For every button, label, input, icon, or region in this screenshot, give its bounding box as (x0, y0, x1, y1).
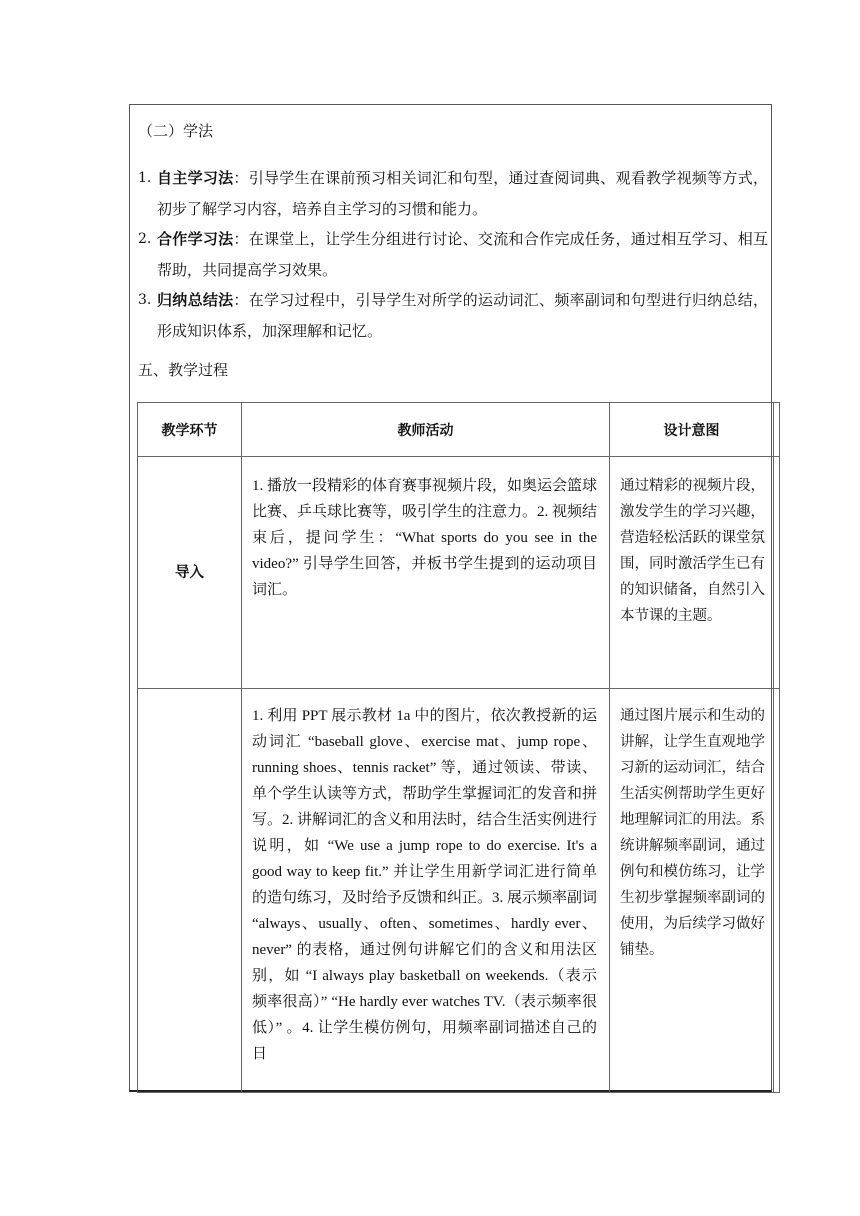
list-item (138, 285, 768, 347)
intent-cell: 通过精彩的视频片段，激发学生的学习兴趣，营造轻松活跃的课堂氛围，同时激活学生已有的知识储备，自然引入本节课的主题。 (610, 457, 774, 689)
section-title-methods: （二）学法 (138, 122, 214, 140)
item-number: 3. (138, 292, 152, 308)
item-text: ：引导学生在课前预习相关词汇和句型，通过查阅词典、观看教学视频等方式，初步了解学习内容，培养自主学习的习惯和能力。 (157, 169, 768, 218)
header-activity: 教师活动 (242, 403, 610, 457)
item-term: 合作学习法 (157, 230, 234, 248)
teaching-process-table (137, 402, 780, 1093)
item-term: 归纳总结法 (157, 291, 234, 309)
item-text: ：在课堂上，让学生分组进行讨论、交流和合作完成任务，通过相互学习、相互帮助，共同提高学习效果。 (157, 230, 768, 279)
table-edge-cell (774, 457, 780, 689)
list-item (138, 163, 768, 225)
item-term: 自主学习法 (157, 169, 234, 187)
table-header-row (138, 403, 780, 457)
activity-cell: 1. 利用 PPT 展示教材 1a 中的图片，依次教授新的运动词汇 “baseball glove、exercise mat、jump rope、running shoes、tennis racket” 等，通过领读、带读、单个学生认读等方式，帮助学生掌握词汇的发音和拼写。2. 讲解词汇的含义和用法时，结合生活实例进行说明，如 “We use a jump rope to do exercise. It's a good way to keep fit.” 并让学生用新学词汇进行简单的造句练习，及时给予反馈和纠正。3. 展示频率副词 “always、usually、often、sometimes、hardly ever、never” 的表格，通过例句讲解它们的含义和用法区别，如 “I always play basketball on weekends.（表示频率很高）” “He hardly ever watches TV.（表示频率很低）” 。4. 让学生模仿例句，用频率副词描述自己的日 (242, 689, 610, 1093)
table-row (138, 457, 780, 689)
header-intent: 设计意图 (610, 403, 774, 457)
section-title-process: 五、教学过程 (138, 361, 229, 379)
stage-cell (138, 689, 242, 1093)
item-number: 1. (138, 170, 152, 186)
intent-cell: 通过图片展示和生动的讲解，让学生直观地学习新的运动词汇，结合生活实例帮助学生更好地理解词汇的用法。系统讲解频率副词，通过例句和模仿练习，让学生初步掌握频率副词的使用，为后续学习做好铺垫。 (610, 689, 774, 1093)
table-edge-cell (774, 689, 780, 1093)
list-item (138, 224, 768, 286)
stage-cell: 导入 (138, 457, 242, 689)
item-text: ：在学习过程中，引导学生对所学的运动词汇、频率副词和句型进行归纳总结，形成知识体系，加深理解和记忆。 (157, 291, 768, 340)
activity-cell: 1. 播放一段精彩的体育赛事视频片段，如奥运会篮球比赛、乒乓球比赛等，吸引学生的注意力。2. 视频结束后，提问学生：“What sports do you see in the video?” 引导学生回答，并板书学生提到的运动项目词汇。 (242, 457, 610, 689)
table-row (138, 689, 780, 1093)
table-edge-cell (774, 403, 780, 457)
header-stage: 教学环节 (138, 403, 242, 457)
item-number: 2. (138, 231, 152, 247)
